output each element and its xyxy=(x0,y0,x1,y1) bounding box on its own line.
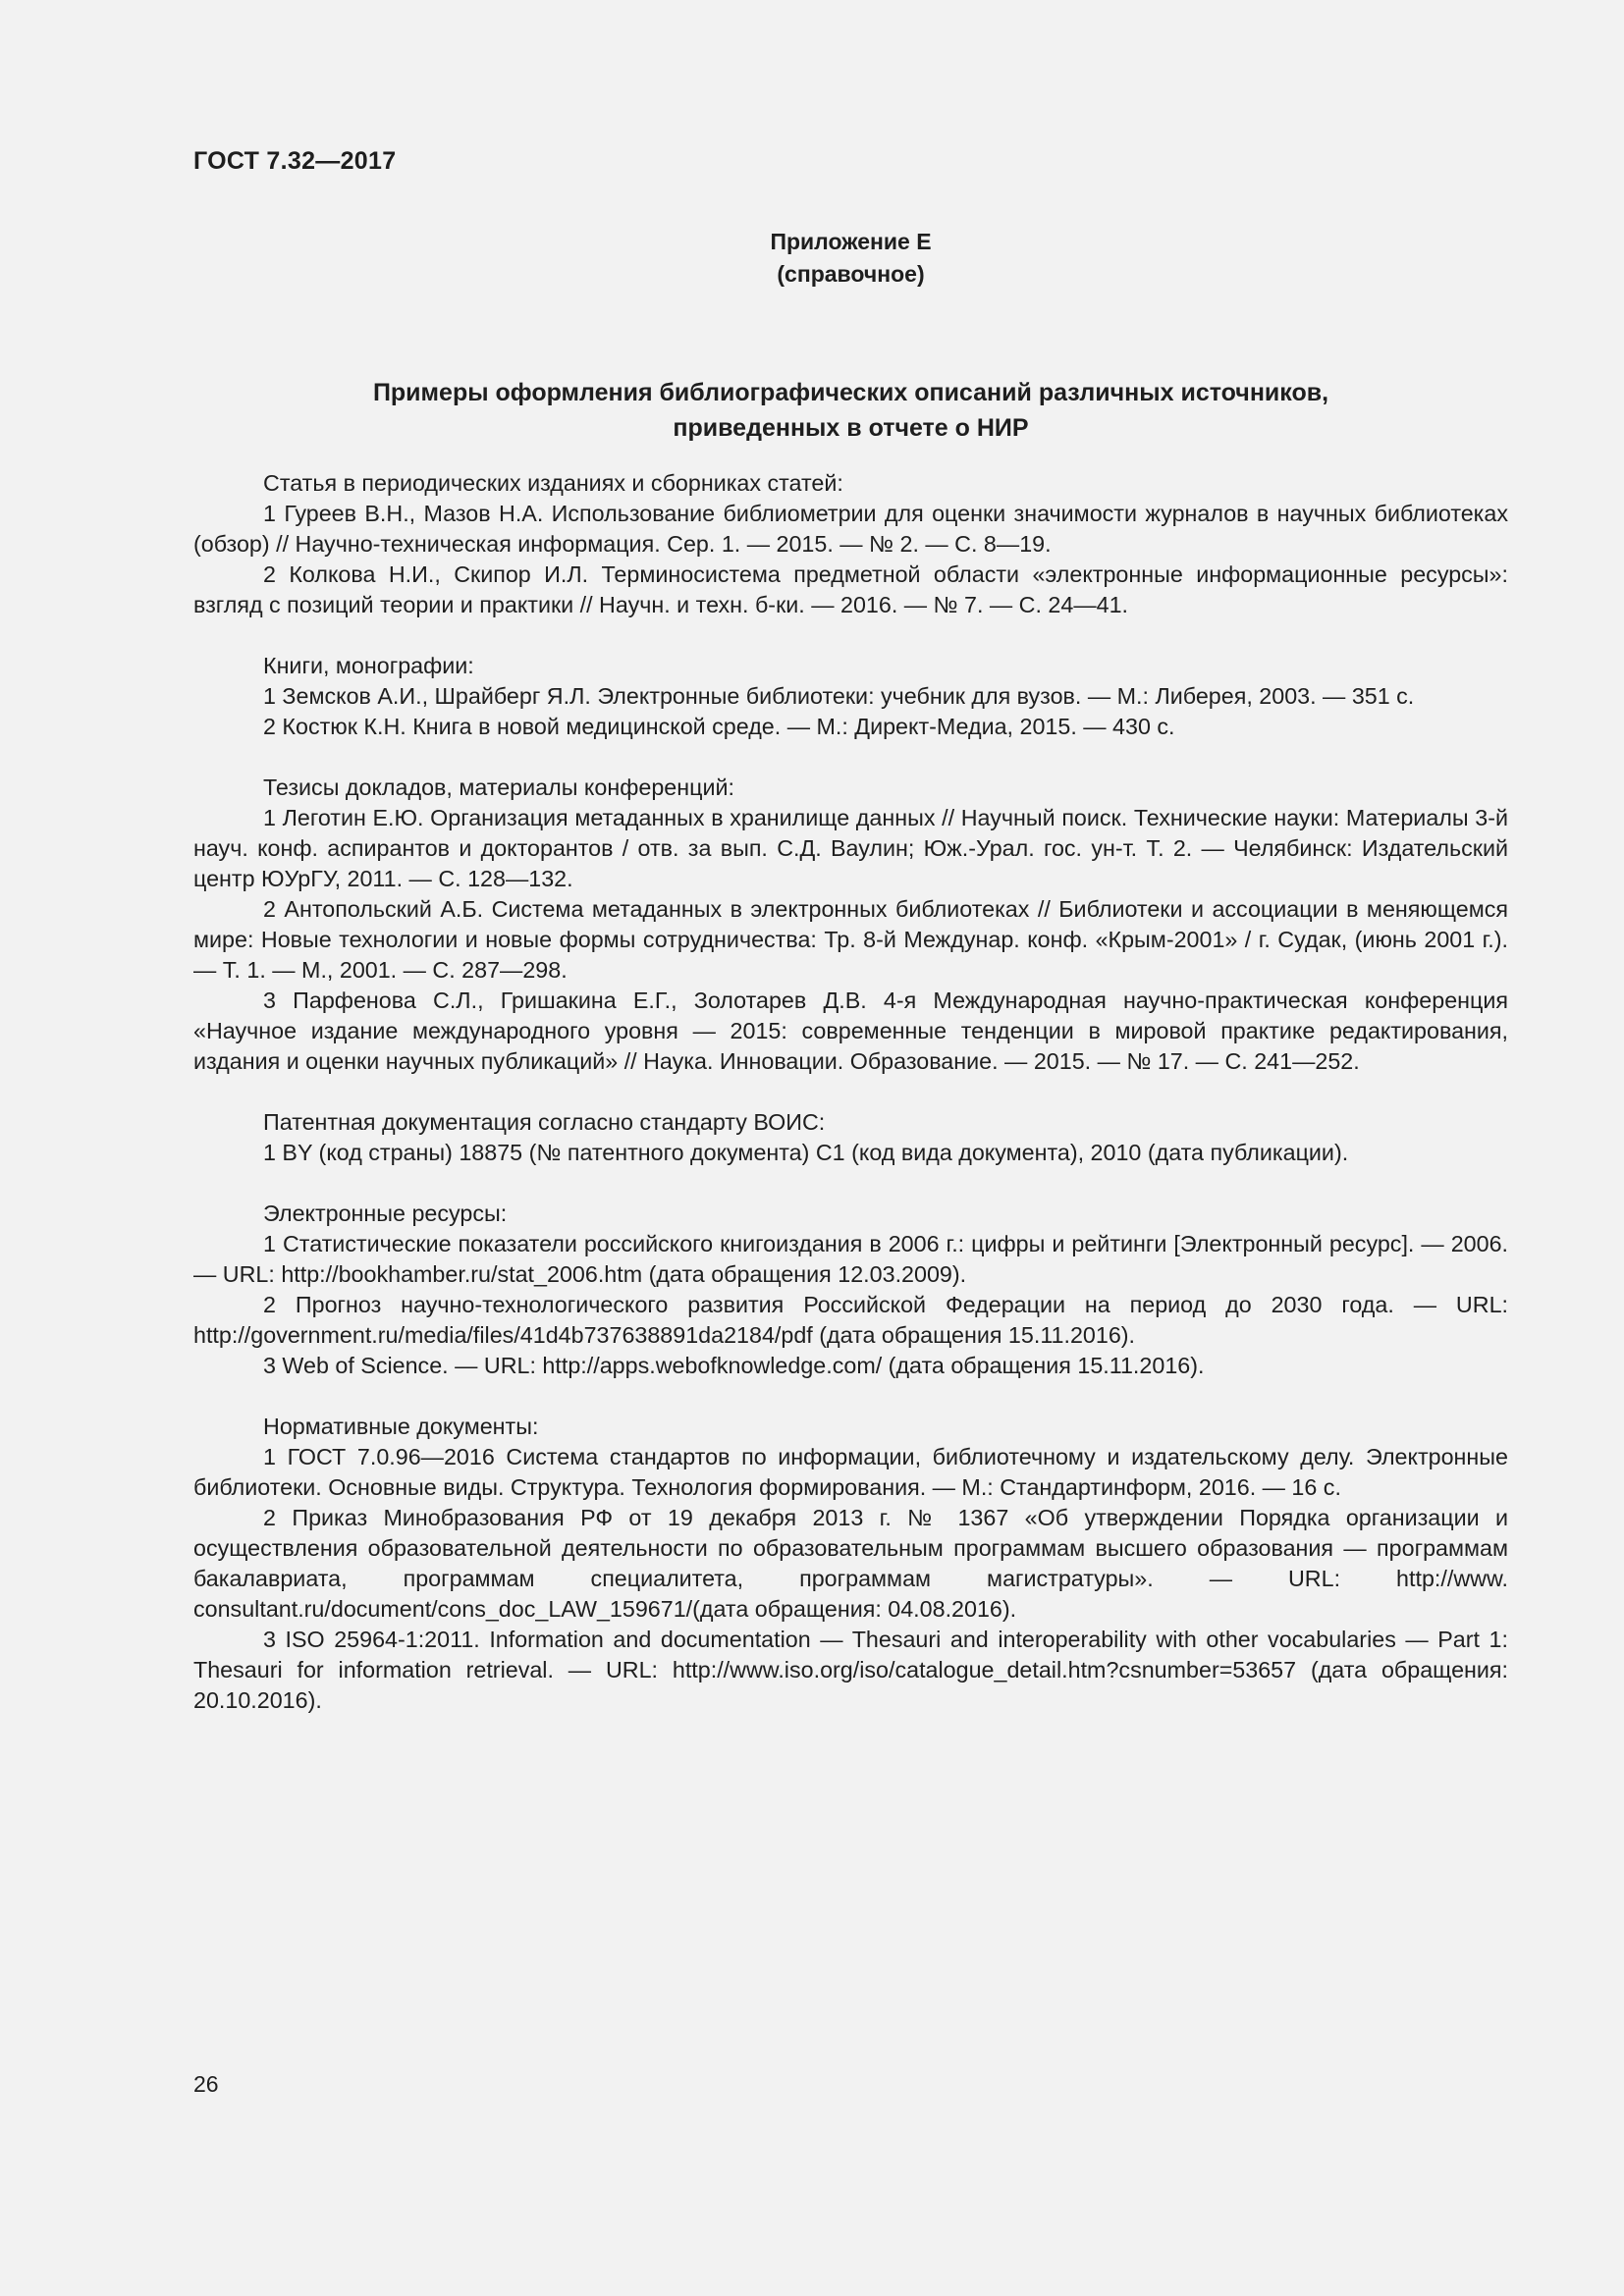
page-number: 26 xyxy=(193,2071,219,2097)
reference-entry: 1 Статистические показатели российского книгоиздания в 2006 г.: цифры и рейтинги [Электронный ресурс]. — 2006. — URL: http://bookhamber.ru/stat_2006.htm (дата обращения 12.03.2009). xyxy=(193,1231,1508,1287)
reference-entry: 1 BY (код страны) 18875 (№ патентного документа) C1 (код вида документа), 2010 (дата публикации). xyxy=(263,1140,1349,1165)
section-books xyxy=(193,651,1508,742)
reference-entry: 3 ISO 25964-1:2011. Information and documentation — Thesauri and interoperability with other vocabularies — Part 1: Thesauri for information retrieval. — URL: http://www.iso.org/iso/catalogue_detail.htm?csnumber=53657 (дата обращения: 20.10.2016). xyxy=(193,1627,1508,1713)
section-periodicals xyxy=(193,468,1508,620)
reference-entry: 1 ГОСТ 7.0.96—2016 Система стандартов по информации, библиотечному и издательскому делу. Электронные библиотеки. Основные виды. Структура. Технология формирования. — М.: Стандартинформ, 2016. — 16 с. xyxy=(193,1444,1508,1500)
section-heading: Тезисы докладов, материалы конференций: xyxy=(263,774,734,800)
document-code: ГОСТ 7.32—2017 xyxy=(193,147,397,175)
reference-entry: 2 Прогноз научно-технологического развития Российской Федерации на период до 2030 года. — URL: http://government.ru/media/files/41d4b737638891da2184/pdf (дата обращения 15.11.2016). xyxy=(193,1292,1508,1348)
appendix-heading xyxy=(193,226,1508,291)
section-heading: Книги, монографии: xyxy=(263,653,474,678)
reference-entry: 1 Гуреев В.Н., Мазов Н.А. Использование библиометрии для оценки значимости журналов в научных библиотеках (обзор) // Научно-техническая информация. Сер. 1. — 2015. — № 2. — С. 8—19. xyxy=(193,501,1508,557)
reference-entry: 3 Web of Science. — URL: http://apps.webofknowledge.com/ (дата обращения 15.11.2016). xyxy=(263,1353,1205,1378)
page-title-line-1: Примеры оформления библиографических описаний различных источников, xyxy=(372,379,1329,406)
reference-entry: 2 Антопольский А.Б. Система метаданных в электронных библиотеках // Библиотеки и ассоциации в меняющемся мире: Новые технологии и новые формы сотрудничества: Тр. 8-й Междунар. конф. «Крым-2001» / г. Судак, (июнь 2001 г.). — Т. 1. — М., 2001. — С. 287—298. xyxy=(193,896,1508,983)
section-heading: Патентная документация согласно стандарту ВОИС: xyxy=(263,1109,826,1135)
references-list xyxy=(193,468,1508,1716)
page-title-line-2: приведенных в отчете о НИР xyxy=(673,414,1029,442)
page-title xyxy=(193,375,1508,446)
section-patents xyxy=(193,1107,1508,1168)
reference-entry: 2 Приказ Минобразования РФ от 19 декабря 2013 г. № 1367 «Об утверждении Порядка организации и осуществления образовательной деятельности по образовательным программам высшего образования — программам бакалавриата, программам специалитета, программам магистратуры». — URL: http://www. consultant.ru/document/cons_doc_LAW_159671/(дата обращения: 04.08.2016). xyxy=(193,1505,1508,1622)
section-normative-documents xyxy=(193,1412,1508,1716)
reference-entry: 2 Костюк К.Н. Книга в новой медицинской среде. — М.: Директ-Медиа, 2015. — 430 с. xyxy=(263,714,1175,739)
appendix-type: (справочное) xyxy=(777,261,925,287)
reference-entry: 1 Леготин Е.Ю. Организация метаданных в хранилище данных // Научный поиск. Технические науки: Материалы 3-й науч. конф. аспирантов и докторантов / отв. за вып. С.Д. Ваулин; Юж.-Урал. гос. ун-т. Т. 2. — Челябинск: Издательский центр ЮУрГУ, 2011. — С. 128—132. xyxy=(193,805,1508,891)
section-conferences xyxy=(193,773,1508,1077)
reference-entry: 2 Колкова Н.И., Скипор И.Л. Терминосистема предметной области «электронные информационные ресурсы»: взгляд с позиций теории и практики // Научн. и техн. б-ки. — 2016. — № 7. — С. 24—41. xyxy=(193,561,1508,617)
appendix-label: Приложение Е xyxy=(770,229,932,254)
section-electronic-resources xyxy=(193,1199,1508,1381)
reference-entry: 3 Парфенова С.Л., Гришакина Е.Г., Золотарев Д.В. 4-я Международная научно-практическая конференция «Научное издание международного уровня — 2015: современные тенденции в мировой практике редактирования, издания и оценки научных публикаций» // Наука. Инновации. Образование. — 2015. — № 17. — С. 241—252. xyxy=(193,988,1508,1074)
section-heading: Электронные ресурсы: xyxy=(263,1201,508,1226)
section-heading: Статья в периодических изданиях и сборниках статей: xyxy=(263,470,843,496)
reference-entry: 1 Земсков А.И., Шрайберг Я.Л. Электронные библиотеки: учебник для вузов. — М.: Либерея, 2003. — 351 с. xyxy=(263,683,1415,709)
section-heading: Нормативные документы: xyxy=(263,1414,539,1439)
